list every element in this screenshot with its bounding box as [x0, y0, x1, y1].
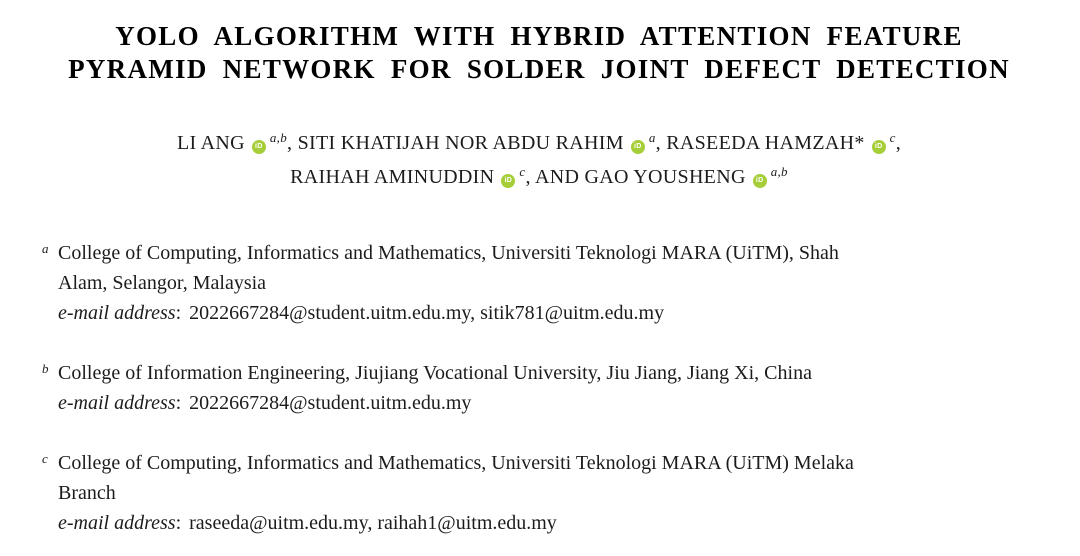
affiliation-text: College of Computing, Informatics and Mathematics, Universiti Teknologi MARA (UiTM) Melaka [58, 452, 854, 474]
author-name: SITI KHATIJAH NOR ABDU RAHIM [297, 132, 624, 154]
author [298, 132, 661, 154]
author-name: RASEEDA HAMZAH* [666, 132, 865, 154]
author [177, 132, 292, 154]
author-affiliation-sup: a [648, 130, 656, 145]
author-list [42, 126, 1036, 194]
affiliation-text: College of Information Engineering, Jiujiang Vocational University, Jiu Jiang, Jiang Xi, China [58, 362, 812, 384]
affiliation-marker: b [42, 361, 49, 376]
email-label: e-mail address [58, 302, 176, 324]
author-separator: , [655, 132, 661, 154]
email-label: e-mail address [58, 512, 176, 534]
affiliation-email-line [42, 388, 1036, 418]
orcid-icon[interactable]: iD [872, 140, 886, 154]
orcid-icon[interactable]: iD [501, 174, 515, 188]
orcid-icon[interactable]: iD [753, 174, 767, 188]
author-name: RAIHAH AMINUDDIN [290, 166, 495, 188]
email-colon: : [175, 302, 182, 324]
author-affiliation-sup: c [519, 164, 526, 179]
author-affiliation-sup: a,b [770, 164, 788, 179]
affiliation-list [42, 238, 1036, 538]
author [290, 166, 531, 188]
email-label: e-mail address [58, 392, 176, 414]
email-addresses: 2022667284@student.uitm.edu.my, sitik781@uitm.edu.my [189, 302, 665, 324]
paper-title-line-1: YOLO ALGORITHM WITH HYBRID ATTENTION FEATURE [115, 21, 963, 51]
email-addresses: raseeda@uitm.edu.my, raihah1@uitm.edu.my [189, 512, 557, 534]
affiliation-marker: a [42, 241, 49, 256]
email-addresses: 2022667284@student.uitm.edu.my [189, 392, 472, 414]
affiliation-a [42, 238, 1036, 328]
affiliation-b [42, 358, 1036, 418]
author-line-1 [42, 126, 1036, 160]
author-separator: , [525, 166, 531, 188]
paper-title [42, 20, 1036, 86]
author [666, 132, 901, 154]
author-affiliation-sup: c [889, 130, 896, 145]
affiliation-c [42, 448, 1036, 538]
author-line-2 [42, 160, 1036, 194]
email-colon: : [175, 512, 182, 534]
email-colon: : [175, 392, 182, 414]
affiliation-email-line [42, 298, 1036, 328]
affiliation-email-line [42, 508, 1036, 538]
author-affiliation-sup: a,b [269, 130, 287, 145]
author-name: LI ANG [176, 132, 245, 154]
author-separator: , [895, 132, 902, 154]
paper-title-line-2: PYRAMID NETWORK FOR SOLDER JOINT DEFECT DETECTION [68, 54, 1010, 84]
affiliation-text-cont: Branch [58, 482, 116, 504]
orcid-icon[interactable]: iD [252, 140, 266, 154]
orcid-icon[interactable]: iD [631, 140, 645, 154]
affiliation-marker: c [42, 451, 48, 466]
affiliation-text-cont: Alam, Selangor, Malaysia [58, 272, 267, 294]
affiliation-text: College of Computing, Informatics and Mathematics, Universiti Teknologi MARA (UiTM), Shah [58, 242, 839, 264]
author-separator: , [287, 132, 293, 154]
author [535, 166, 788, 188]
author-name: AND GAO YOUSHENG [534, 166, 746, 188]
